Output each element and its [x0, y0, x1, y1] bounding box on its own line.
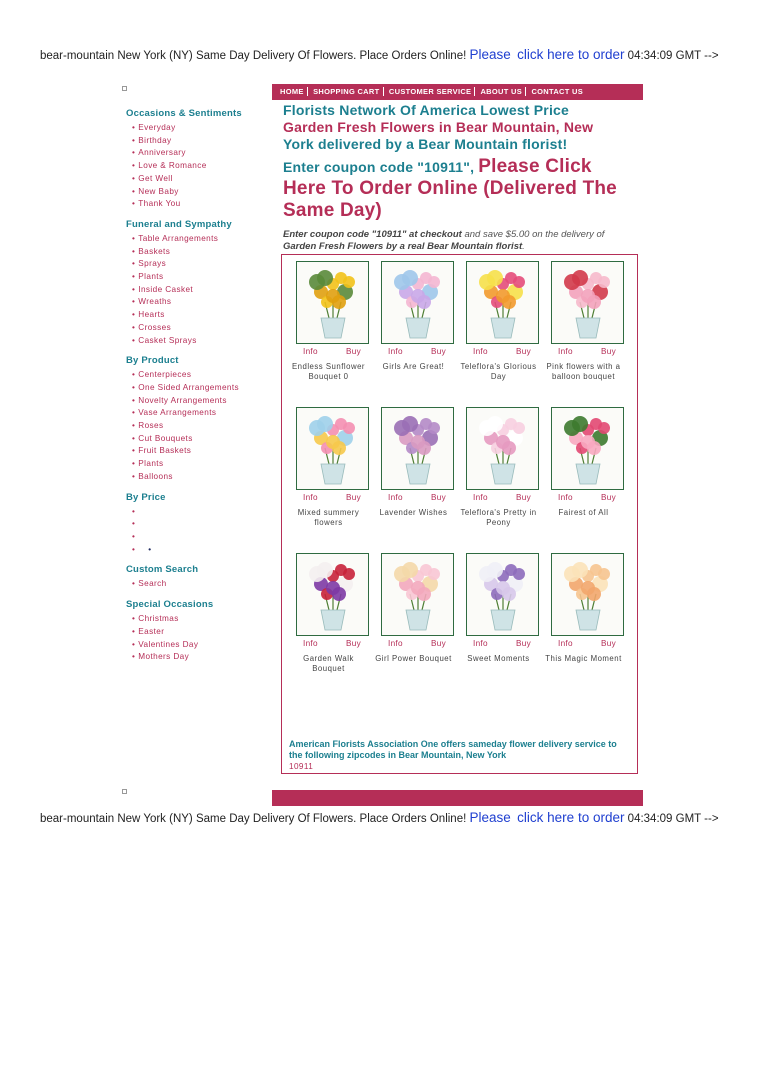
sidebar-item-casket-sprays[interactable]: • Casket Sprays: [132, 335, 276, 348]
buy-link[interactable]: Buy: [516, 639, 532, 648]
please-link[interactable]: Please: [469, 47, 511, 62]
header-time: 04:34:09 GMT -->: [627, 50, 719, 62]
nav-bar: [272, 84, 643, 100]
placeholder-image-icon: [122, 86, 127, 91]
buy-link[interactable]: Buy: [431, 347, 447, 356]
headline-link[interactable]: Garden Fresh Flowers in Bear Mountain: [283, 119, 556, 135]
sidebar-item-price-empty[interactable]: [132, 531, 276, 544]
nav-shopping-cart[interactable]: SHOPPING CART: [313, 87, 380, 96]
sidebar-item-sprays[interactable]: • Sprays: [132, 258, 276, 271]
nav-about-us[interactable]: ABOUT US: [480, 87, 523, 96]
product-image[interactable]: [466, 261, 539, 344]
sidebar-item-christmas[interactable]: • Christmas: [132, 613, 276, 626]
product-image[interactable]: [296, 553, 369, 636]
section-title: Funeral and Sympathy: [126, 218, 232, 230]
occasions-section: [126, 108, 276, 211]
sidebar-item-everyday[interactable]: • Everyday: [132, 122, 276, 135]
sidebar-item-cut-bouquets[interactable]: • Cut Bouquets: [132, 433, 276, 446]
product-image[interactable]: [551, 261, 624, 344]
product-name[interactable]: Girls Are Great!: [382, 362, 445, 371]
info-link[interactable]: Info: [388, 639, 403, 648]
sidebar-item-price-empty[interactable]: [132, 544, 276, 557]
footer-bar: [272, 790, 643, 806]
placeholder-image-icon: [122, 789, 127, 794]
buy-link[interactable]: Buy: [346, 639, 362, 648]
info-link[interactable]: Info: [303, 493, 318, 502]
section-title: Occasions & Sentiments: [126, 108, 242, 119]
association-text: American Florists Association One offers sameday flower delivery service to the following zipcodes in Bear Mountain, New York: [289, 739, 617, 760]
product-image[interactable]: [296, 407, 369, 490]
product-image[interactable]: [381, 261, 454, 344]
product-name[interactable]: This Magic Moment: [545, 654, 622, 663]
section-title: By Price: [126, 491, 166, 503]
sidebar-item-plants[interactable]: • Plants: [132, 458, 276, 471]
buy-link[interactable]: Buy: [601, 493, 617, 502]
sidebar-item-price-empty[interactable]: [132, 518, 276, 531]
sidebar-item-balloons[interactable]: • Balloons: [132, 471, 276, 484]
custom-search-section: [126, 564, 276, 591]
buy-link[interactable]: Buy: [516, 347, 532, 356]
nav-contact-us[interactable]: CONTACT US: [531, 87, 584, 96]
buy-link[interactable]: Buy: [431, 493, 447, 502]
price-section: [126, 492, 276, 557]
product-image[interactable]: [466, 407, 539, 490]
coupon-note: [283, 229, 638, 253]
please-link[interactable]: Please: [469, 810, 511, 825]
buy-link[interactable]: Buy: [516, 493, 532, 502]
main-heading: [283, 102, 638, 253]
product-image[interactable]: [296, 261, 369, 344]
buy-link[interactable]: Buy: [601, 639, 617, 648]
page-header: [40, 47, 768, 62]
header-text: bear-mountain New York (NY) Same Day Delivery Of Flowers. Place Orders Online!: [40, 50, 467, 62]
info-link[interactable]: Info: [388, 347, 403, 356]
product-name[interactable]: Fairest of All: [558, 508, 609, 517]
product-name[interactable]: Mixed summery flowers: [297, 508, 360, 527]
products-panel: [281, 254, 638, 774]
sidebar: [126, 108, 276, 672]
buy-link[interactable]: Buy: [346, 493, 362, 502]
product-name[interactable]: Girl Power Bouquet: [375, 654, 452, 663]
sidebar-item-wreaths[interactable]: • Wreaths: [132, 296, 276, 309]
product-name[interactable]: Teleflora's Glorious Day: [460, 362, 537, 381]
info-link[interactable]: Info: [303, 347, 318, 356]
sidebar-item-centerpieces[interactable]: • Centerpieces: [132, 369, 276, 382]
sidebar-item-anniversary[interactable]: • Anniversary: [132, 147, 276, 160]
sidebar-item-valentines[interactable]: • Valentines Day: [132, 639, 276, 652]
sidebar-item-birthday[interactable]: • Birthday: [132, 135, 276, 148]
sidebar-item-mothers-day[interactable]: • Mothers Day: [132, 651, 276, 664]
nav-home[interactable]: HOME: [280, 87, 304, 96]
sidebar-item-fruit-baskets[interactable]: • Fruit Baskets: [132, 445, 276, 458]
sidebar-item-plants[interactable]: • Plants: [132, 271, 276, 284]
product-name[interactable]: Teleflora's Pretty in Peony: [460, 508, 537, 527]
coupon-lead: Enter coupon code "10911",: [283, 159, 475, 175]
page-footer: [40, 810, 768, 825]
info-link[interactable]: Info: [388, 493, 403, 502]
sidebar-item-roses[interactable]: • Roses: [132, 420, 276, 433]
product-image[interactable]: [466, 553, 539, 636]
section-title: Special Occasions: [126, 599, 214, 611]
coupon-bold-1: Enter coupon code "10911" at checkout: [283, 229, 462, 240]
click-here-link[interactable]: click here to order: [517, 47, 625, 62]
product-image[interactable]: [381, 553, 454, 636]
sidebar-item-thank-you[interactable]: • Thank You: [132, 198, 276, 211]
sidebar-item-price-empty[interactable]: [132, 506, 276, 519]
buy-link[interactable]: Buy: [431, 639, 447, 648]
product-name[interactable]: Sweet Moments: [467, 654, 530, 663]
info-link[interactable]: Info: [558, 493, 573, 502]
info-link[interactable]: Info: [473, 493, 488, 502]
nav-customer-service[interactable]: CUSTOMER SERVICE: [388, 87, 472, 96]
info-link[interactable]: Info: [558, 639, 573, 648]
sidebar-item-baskets[interactable]: • Baskets: [132, 246, 276, 259]
info-link[interactable]: Info: [473, 639, 488, 648]
footer-text: bear-mountain New York (NY) Same Day Delivery Of Flowers. Place Orders Online!: [40, 813, 467, 825]
product-name[interactable]: Pink flowers with a balloon bouquet: [546, 362, 621, 381]
headline-line3: York delivered by a Bear Mountain florist!: [283, 136, 568, 152]
headline-suffix: , New: [555, 119, 594, 135]
product-image[interactable]: [381, 407, 454, 490]
coupon-text-1: and save $5.00 on the delivery of: [461, 229, 605, 240]
buy-link[interactable]: Buy: [346, 347, 362, 356]
sidebar-item-novelty[interactable]: • Novelty Arrangements: [132, 395, 276, 408]
sidebar-item-easter[interactable]: • Easter: [132, 626, 276, 639]
info-link[interactable]: Info: [303, 639, 318, 648]
funeral-section: [126, 219, 276, 347]
info-link[interactable]: Info: [473, 347, 488, 356]
sidebar-item-table-arrangements[interactable]: • Table Arrangements: [132, 233, 276, 246]
section-title: Custom Search: [126, 564, 199, 576]
product-image[interactable]: [551, 553, 624, 636]
sidebar-item-hearts[interactable]: • Hearts: [132, 309, 276, 322]
zipcode-link[interactable]: 10911: [289, 762, 314, 771]
sidebar-item-love-romance[interactable]: • Love & Romance: [132, 160, 276, 173]
sidebar-item-crosses[interactable]: • Crosses: [132, 322, 276, 335]
headline-line1: Florists Network Of America Lowest Price: [283, 102, 570, 118]
sidebar-item-search[interactable]: • Search: [132, 578, 276, 591]
sidebar-item-inside-casket[interactable]: • Inside Casket: [132, 284, 276, 297]
sidebar-item-get-well[interactable]: • Get Well: [132, 173, 276, 186]
coupon-text-2: .: [522, 241, 525, 252]
order-cta-link[interactable]: Please Click Here To Order Online (Delivered The Same Day): [283, 156, 617, 221]
buy-link[interactable]: Buy: [601, 347, 617, 356]
coupon-bold-2: Garden Fresh Flowers by a real Bear Mountain florist: [283, 241, 523, 252]
click-here-link[interactable]: click here to order: [517, 810, 625, 825]
info-link[interactable]: Info: [558, 347, 573, 356]
sidebar-item-vase[interactable]: • Vase Arrangements: [132, 407, 276, 420]
product-name[interactable]: Lavender Wishes: [379, 508, 448, 517]
footer-time: 04:34:09 GMT -->: [627, 813, 719, 825]
product-name[interactable]: Endless Sunflower Bouquet 0: [291, 362, 366, 381]
sidebar-item-one-sided[interactable]: • One Sided Arrangements: [132, 382, 276, 395]
sidebar-item-new-baby[interactable]: • New Baby: [132, 186, 276, 199]
product-name[interactable]: Garden Walk Bouquet: [303, 654, 354, 673]
section-title: By Product: [126, 355, 179, 367]
special-occasions-section: [126, 599, 276, 664]
product-section: [126, 355, 276, 483]
product-image[interactable]: [551, 407, 624, 490]
